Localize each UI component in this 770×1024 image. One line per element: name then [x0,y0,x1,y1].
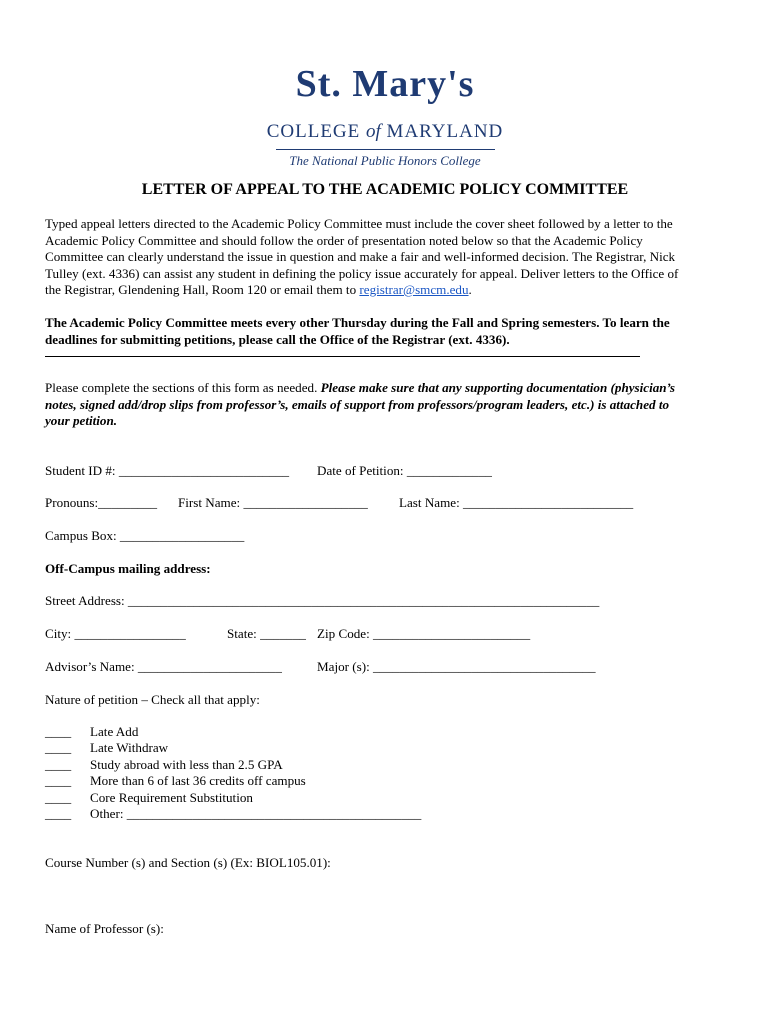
last-name-field[interactable]: Last Name: __________________________ [399,495,634,510]
section-divider [45,356,640,357]
zip-code-field[interactable]: Zip Code: ________________________ [317,626,531,641]
date-of-petition-field[interactable]: Date of Petition: _____________ [317,463,492,478]
intro-line: Typed appeal letters directed to the Academic Policy Committee must include the cover sheet followed by a letter to the [45,216,673,231]
meeting-notice: The Academic Policy Committee meets every other Thursday during the Fall and Spring semesters. To learn the deadlines for submitting petitions, please call the Office of the Registrar (ext. 4336). [45,315,670,347]
pronouns-field[interactable]: Pronouns:_________ [45,495,158,510]
intro-line: Academic Policy Committee and should follow the order of presentation noted below so that the Academic Policy [45,232,643,248]
checkbox-blank[interactable]: ____ [45,806,72,821]
college-logo-name: St. Mary's [295,63,475,105]
intro-line: Tulley (ext. 4336) can assist any student in defining the policy issue accurately for appeal. Deliver letters to the Office of [45,265,679,281]
checkbox-blank[interactable]: ____ [45,724,72,739]
checkbox-blank[interactable]: ____ [45,773,72,788]
student-id-field[interactable]: Student ID #: __________________________ [45,463,290,478]
first-name-field[interactable]: First Name: ___________________ [178,495,368,510]
petition-option-credits-off-campus: More than 6 of last 36 credits off campus [90,773,306,788]
campus-box-field[interactable]: Campus Box: ___________________ [45,528,245,543]
off-campus-heading: Off-Campus mailing address: [45,561,211,576]
checkbox-blank[interactable]: ____ [45,740,72,755]
college-logo-subtitle: COLLEGE of MARYLAND [266,121,504,142]
registrar-email-link[interactable]: registrar@smcm.edu [359,282,469,297]
checkbox-blank[interactable]: ____ [45,790,72,805]
petition-option-late-add: Late Add [90,724,139,739]
instructions: Please complete the sections of this form as needed. Please make sure that any supporting documentation (physician’s notes, signed add/drop slips from professor’s, emails of support from professors/program leaders, etc.) is attached to your petition. [45,380,676,428]
intro-paragraph [45,216,730,299]
state-field[interactable]: State: _______ [227,626,306,641]
major-field[interactable]: Major (s): __________________________________ [317,659,596,674]
professor-name-label: Name of Professor (s): [45,921,164,936]
logo-divider [276,149,495,150]
petition-option-core-substitution: Core Requirement Substitution [90,790,253,805]
petition-option-study-abroad: Study abroad with less than 2.5 GPA [90,757,283,772]
intro-line: Committee can clearly understand the issue in question and make a fair and well-informed decision. The Registrar, Nick [45,249,676,264]
street-address-field[interactable]: Street Address: ________________________________________________________________________ [45,593,600,608]
page-title: LETTER OF APPEAL TO THE ACADEMIC POLICY COMMITTEE [141,181,629,198]
petition-option-other[interactable]: Other: _____________________________________________ [90,806,422,821]
petition-heading: Nature of petition – Check all that apply: [45,692,260,707]
course-number-label: Course Number (s) and Section (s) (Ex: BIOL105.01): [45,855,331,870]
checkbox-blank[interactable]: ____ [45,757,72,772]
advisor-name-field[interactable]: Advisor’s Name: ______________________ [45,659,282,674]
petition-option-late-withdraw: Late Withdraw [90,740,169,755]
intro-line: the Registrar, Glendening Hall, Room 120 or email them to registrar@smcm.edu. [45,282,472,297]
city-field[interactable]: City: _________________ [45,626,186,641]
college-tagline: The National Public Honors College [289,153,481,168]
